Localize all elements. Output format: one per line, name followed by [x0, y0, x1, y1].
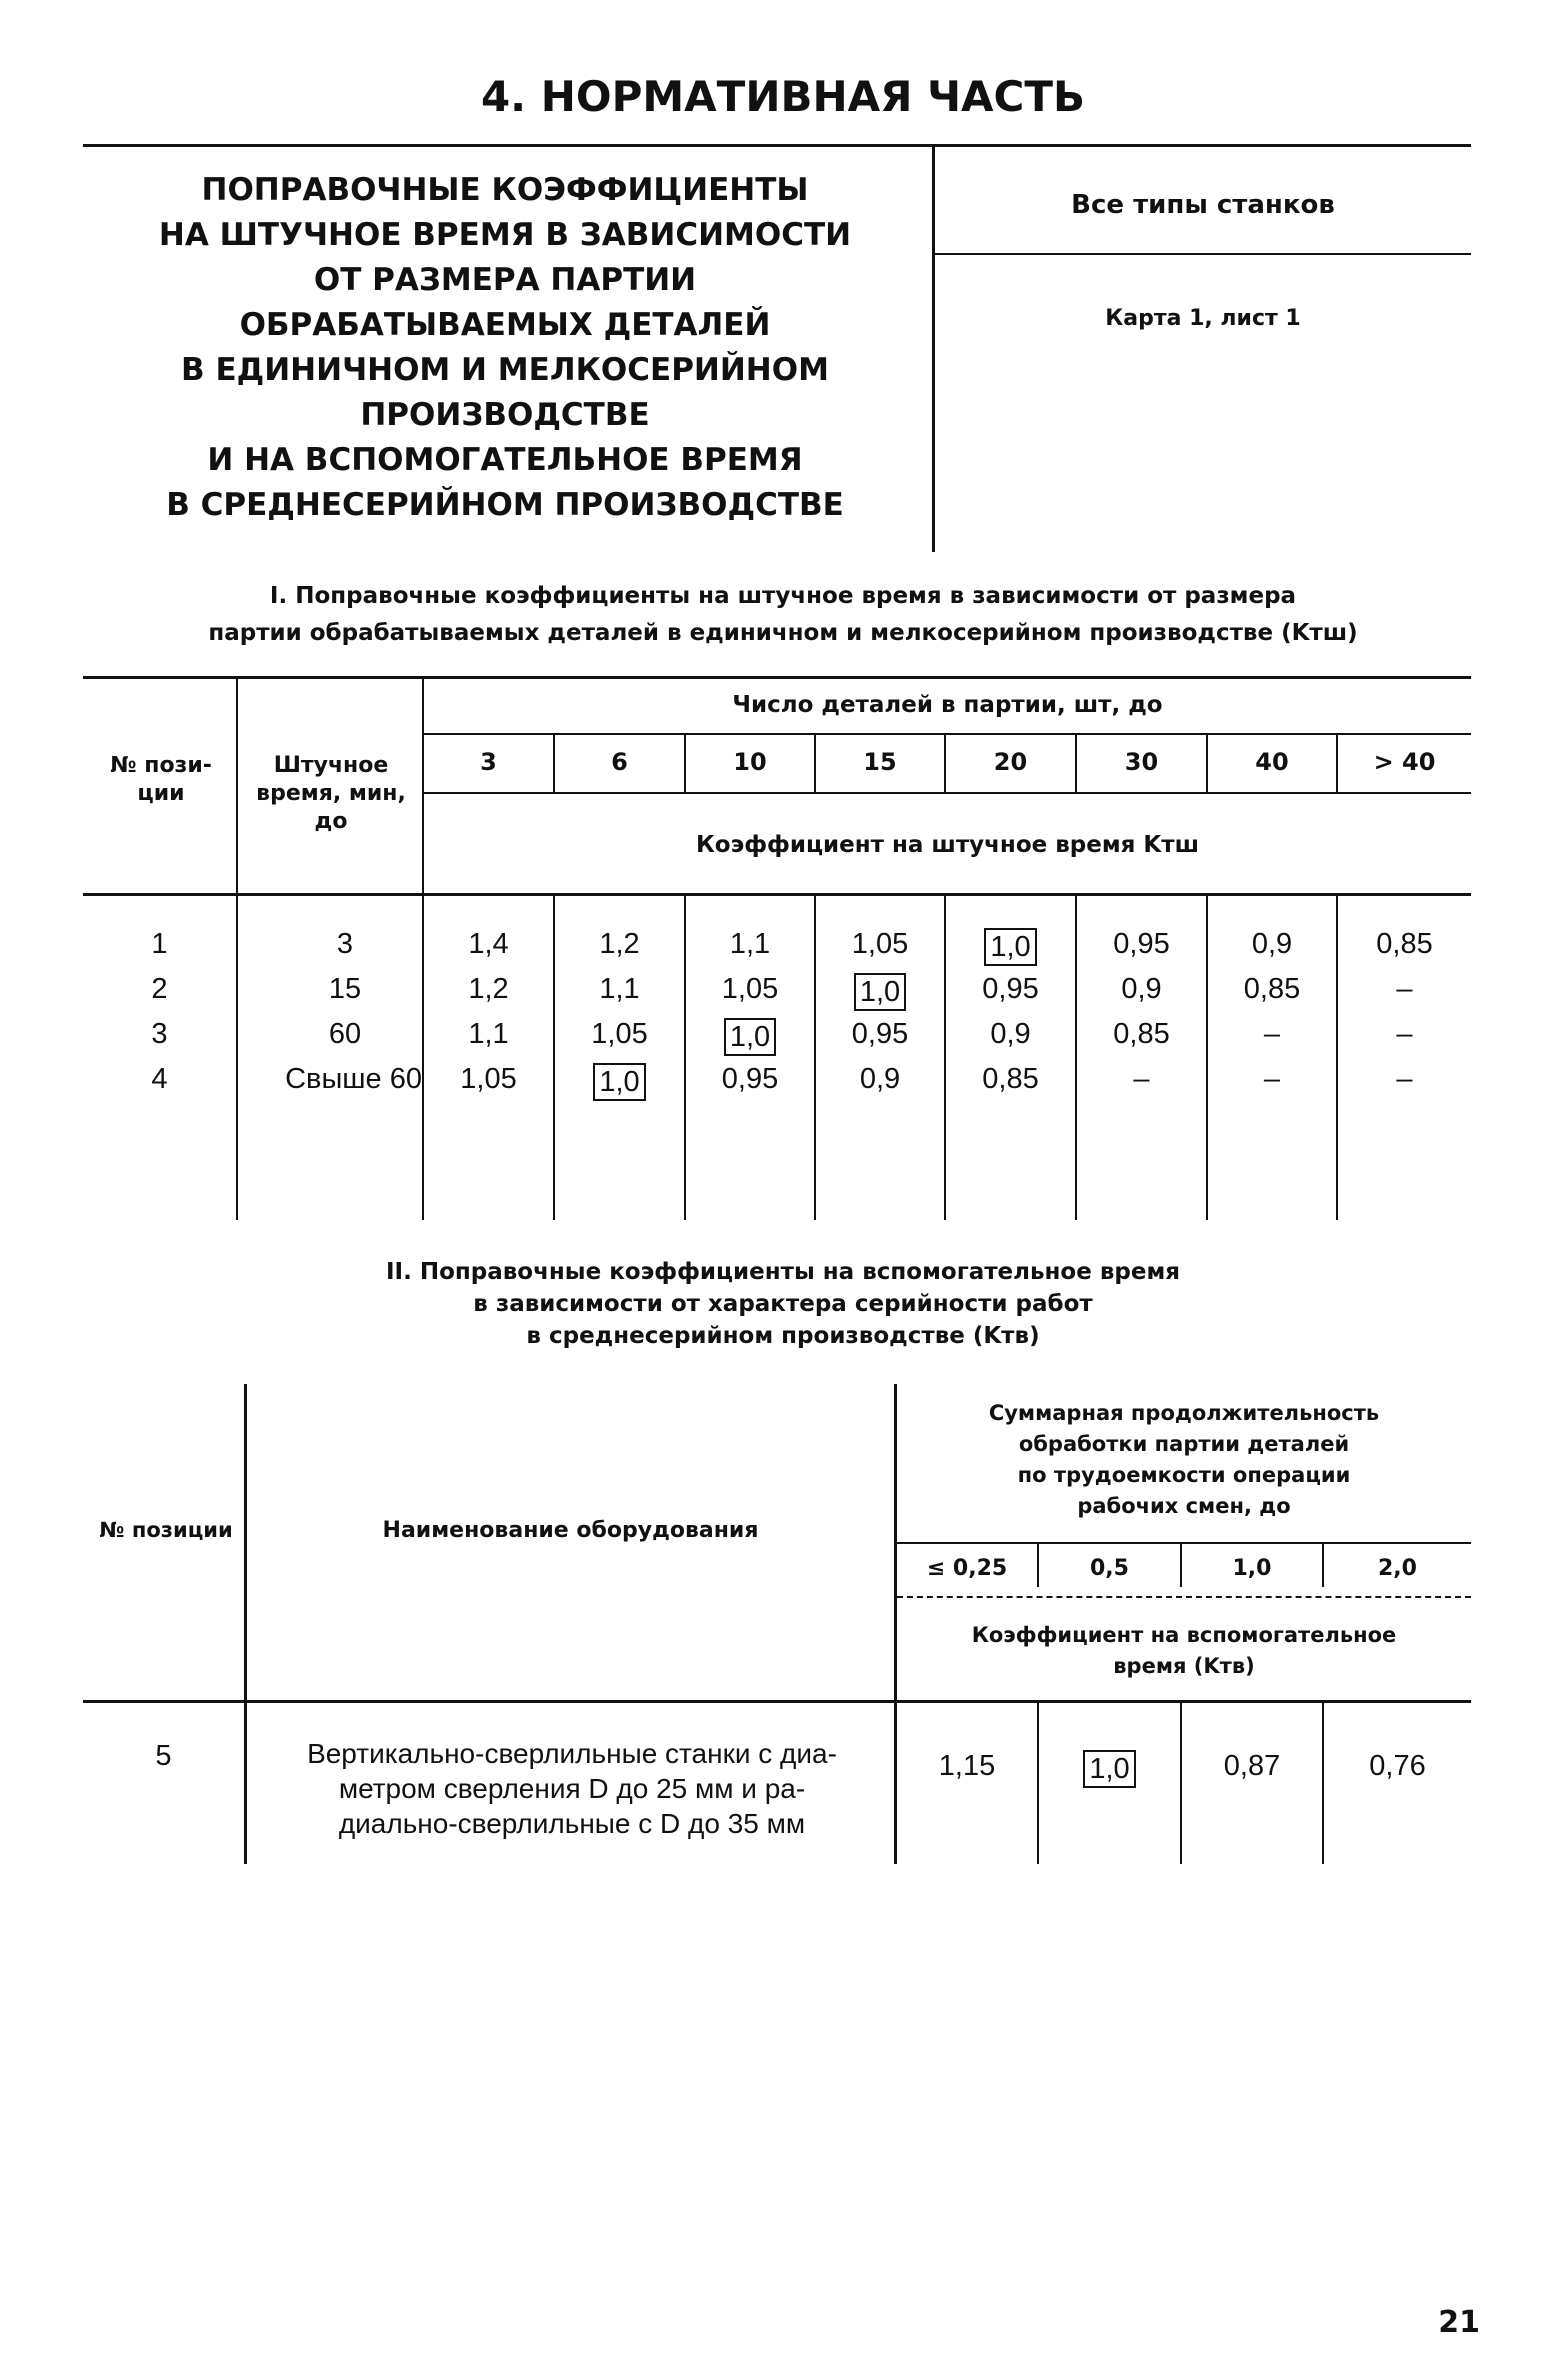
- table1-group-header: Число деталей в партии, шт, до: [732, 692, 1163, 718]
- table1-cell: 0,9: [990, 1018, 1031, 1050]
- card-inner-rule: [935, 253, 1471, 255]
- table1-coef-header: Коэффициент на штучное время Kтш: [695, 832, 1199, 858]
- table2-caption: II. Поправочные коэффициенты на вспомогательное время в зависимости от характера серийности работ в среднесерийном производстве (Kтв): [385, 1259, 1181, 1349]
- boxed-value: 1,0: [593, 1063, 645, 1101]
- page-number: 21: [1438, 2305, 1480, 2340]
- machine-types: Все типы станков: [1071, 190, 1335, 220]
- qty-10: 10: [733, 748, 767, 776]
- table1-cell: –: [1263, 1063, 1281, 1095]
- table1-cell: 1,05: [851, 928, 909, 960]
- table2-cell: 0,87: [1223, 1750, 1281, 1782]
- qty-6: 6: [611, 748, 628, 776]
- table1-row-pos: 4: [151, 1063, 168, 1095]
- card-ref: Карта 1, лист 1: [1105, 306, 1301, 331]
- table1-cell: 0,85: [982, 1063, 1039, 1095]
- table1-cell: 0,85: [1376, 928, 1433, 960]
- table1-cell: 1,1: [729, 928, 771, 960]
- qty-40: 40: [1255, 748, 1289, 776]
- qty-30: 30: [1124, 748, 1159, 776]
- table1-row-pos: 2: [151, 973, 168, 1005]
- table1-col-pos: № пози-ции: [110, 753, 212, 806]
- table2-row-pos: 5: [155, 1740, 172, 1772]
- boxed-value: 1,0: [724, 1018, 776, 1056]
- table1-cell: 0,95: [851, 1018, 909, 1050]
- table2-col-name: Наименование оборудования: [382, 1518, 759, 1543]
- table1-cell: 1,1: [468, 1018, 509, 1050]
- table2-cell: 0,76: [1369, 1750, 1426, 1782]
- table1-cell: [946, 928, 1075, 966]
- boxed-value: 1,0: [984, 928, 1036, 966]
- table1-cell: [686, 1018, 814, 1056]
- table1-cell: [555, 1063, 684, 1101]
- table1-cell: 1,1: [599, 973, 640, 1005]
- table1-cell: 0,9: [859, 1063, 901, 1095]
- table1-cell: 0,95: [982, 973, 1039, 1005]
- table1-cell: 1,2: [599, 928, 640, 960]
- table1-cell: 0,85: [1243, 973, 1301, 1005]
- table1-row-time: Свыше 60: [285, 1063, 422, 1095]
- table1-cell: 1,05: [460, 1063, 517, 1095]
- qty-15: 15: [863, 748, 897, 776]
- qty-20: 20: [993, 748, 1028, 776]
- qty-3: 3: [480, 748, 497, 776]
- table1-cell: –: [1133, 1063, 1150, 1095]
- shift-20: 2,0: [1378, 1556, 1417, 1581]
- table1-cell: –: [1263, 1018, 1281, 1050]
- table1-cell: 1,05: [591, 1018, 648, 1050]
- table1-col-time: Штучное время, мин, до: [256, 753, 406, 834]
- section-title: 4. НОРМАТИВНАЯ ЧАСТЬ: [480, 72, 1086, 121]
- qty-over-40: > 40: [1373, 748, 1436, 776]
- table1-cell: 0,9: [1251, 928, 1293, 960]
- table1-cell: 0,95: [721, 1063, 779, 1095]
- table1-cell: –: [1396, 1018, 1413, 1050]
- table1-caption: I. Поправочные коэффициенты на штучное время в зависимости от размера партии обрабатываемых деталей в единичном и мелкосерийном производстве (Kтш): [208, 583, 1358, 646]
- table1-row-pos: 1: [151, 928, 168, 960]
- table1-cell: 0,9: [1121, 973, 1162, 1005]
- table1-cell: [816, 973, 944, 1011]
- table1-cell: 0,95: [1113, 928, 1170, 960]
- boxed-value: 1,0: [854, 973, 906, 1011]
- table1-cell: –: [1396, 1063, 1413, 1095]
- shift-05: 0,5: [1090, 1556, 1129, 1581]
- table2-cell: 1,15: [938, 1750, 996, 1782]
- table2-group-header: Суммарная продолжительность обработки партии деталей по трудоемкости операции рабочих смен, до: [988, 1401, 1380, 1518]
- card-title: ПОПРАВОЧНЫЕ КОЭФФИЦИЕНТЫ НА ШТУЧНОЕ ВРЕМЯ В ЗАВИСИМОСТИ ОТ РАЗМЕРА ПАРТИИ ОБРАБАТЫВАЕМЫХ ДЕТАЛЕЙ В ЕДИНИЧНОМ И МЕЛКОСЕРИЙНОМ ПРОИЗВОДСТВЕ И НА ВСПОМОГАТЕЛЬНОЕ ВРЕМЯ В СРЕДНЕСЕРИЙНОМ ПРОИЗВОДСТВЕ: [158, 172, 852, 523]
- shift-025: ≤ 0,25: [926, 1556, 1008, 1581]
- table1-cell: 1,2: [468, 973, 509, 1005]
- card-top-rule: [83, 144, 1471, 147]
- table1-cell: 0,85: [1113, 1018, 1170, 1050]
- table2-coef-header: Коэффициент на вспомогательное время (Kтв): [971, 1623, 1397, 1678]
- table2-cell: [1039, 1750, 1180, 1788]
- table1-cell: 1,05: [721, 973, 779, 1005]
- table1-row-pos: 3: [151, 1018, 168, 1050]
- table2-row-name: Вертикально-сверлильные станки с диа- метром сверления D до 25 мм и ра- диально-сверлильные с D до 35 мм: [307, 1738, 837, 1839]
- table1-cell: 1,4: [468, 928, 509, 960]
- table2-col-pos: № позиции: [99, 1518, 233, 1542]
- table1-cell: –: [1396, 973, 1413, 1005]
- shift-10: 1,0: [1232, 1556, 1272, 1581]
- boxed-value: 1,0: [1083, 1750, 1135, 1788]
- table1-row-time: 15: [328, 973, 362, 1005]
- table1-row-time: 60: [328, 1018, 362, 1050]
- table1-row-time: 3: [336, 928, 354, 960]
